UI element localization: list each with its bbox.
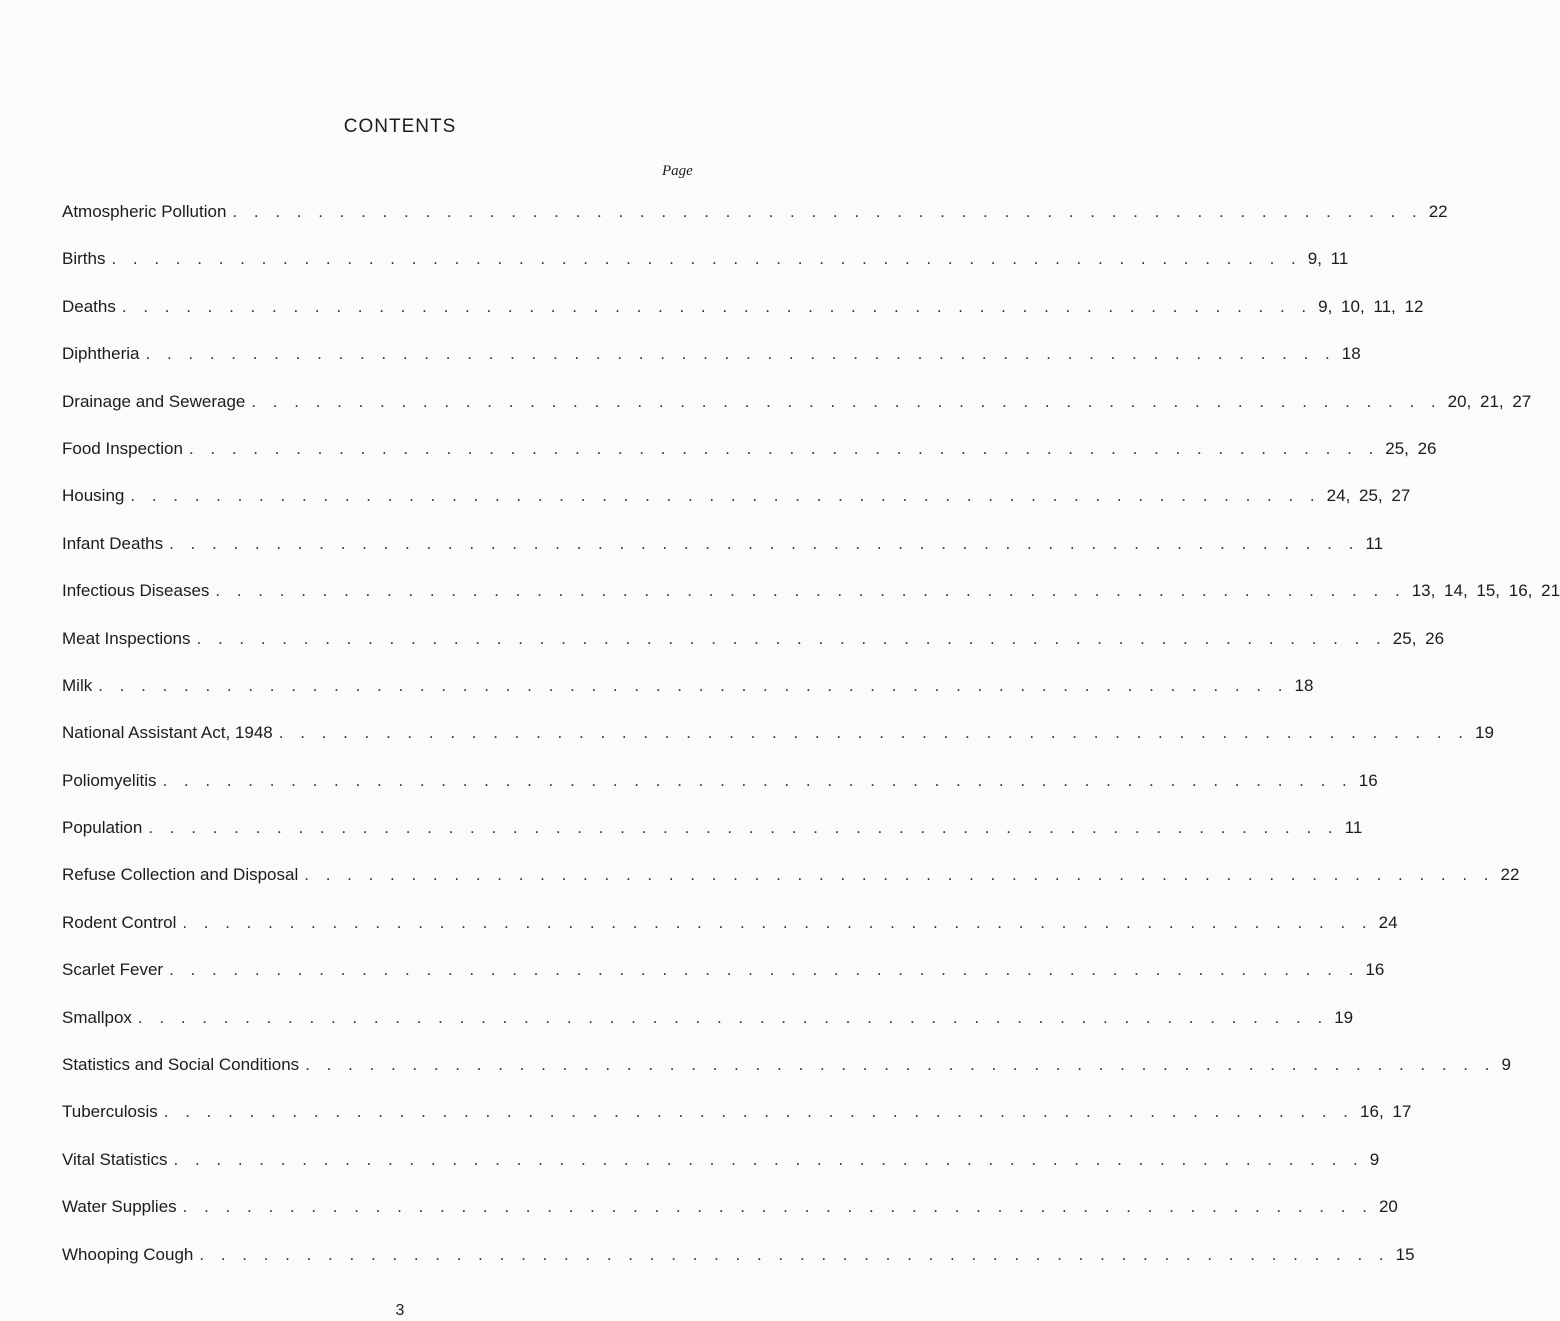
toc-entry bbox=[62, 1053, 1511, 1100]
toc-entry-pages: 11 bbox=[1361, 532, 1383, 556]
toc-entry-pages: 24, 25, 27 bbox=[1323, 484, 1411, 508]
toc-entry-pages: 16 bbox=[1355, 769, 1378, 793]
toc-entry-label: Atmospheric Pollution bbox=[62, 200, 230, 224]
dot-leader: . . . . . . . . . . . . . . . . . . . . . . . . . . . . . . . . . . . . . . . . . . . . . . . . . . . . . . . . bbox=[304, 865, 1495, 885]
toc-entry-pages: 18 bbox=[1338, 342, 1361, 366]
toc-entry-label: Meat Inspections bbox=[62, 627, 195, 651]
toc-entry-pages: 16 bbox=[1361, 958, 1384, 982]
toc-entry-pages: 25, 26 bbox=[1381, 437, 1436, 461]
toc-entry-label: Rodent Control bbox=[62, 911, 180, 935]
toc-entry-label: Diphtheria bbox=[62, 342, 144, 366]
toc-entry bbox=[62, 390, 1532, 437]
toc-entry-label: Population bbox=[62, 816, 146, 840]
toc-entry-pages: 22 bbox=[1497, 863, 1520, 887]
dot-leader: . . . . . . . . . . . . . . . . . . . . . . . . . . . . . . . . . . . . . . . . . . . . . . . . . . . . . . . . bbox=[121, 296, 1313, 316]
toc-entry bbox=[62, 958, 1385, 1005]
dot-leader: . . . . . . . . . . . . . . . . . . . . . . . . . . . . . . . . . . . . . . . . . . . . . . . . . . . . . . . . bbox=[163, 1102, 1355, 1122]
toc-entry-label: National Assistant Act, 1948 bbox=[62, 721, 277, 745]
dot-leader: . . . . . . . . . . . . . . . . . . . . . . . . . . . . . . . . . . . . . . . . . . . . . . . . . . . . . . . . bbox=[173, 1149, 1364, 1169]
dot-leader: . . . . . . . . . . . . . . . . . . . . . . . . . . . . . . . . . . . . . . . . . . . . . . . . . . . . . . . . bbox=[251, 391, 1442, 411]
dot-leader: . . . . . . . . . . . . . . . . . . . . . . . . . . . . . . . . . . . . . . . . . . . . . . . . . . . . . . . . bbox=[162, 770, 1353, 790]
dot-leader: . . . . . . . . . . . . . . . . . . . . . . . . . . . . . . . . . . . . . . . . . . . . . . . . . . . . . . . . bbox=[232, 202, 1423, 221]
toc-entry-pages: 15 bbox=[1392, 1243, 1415, 1267]
toc-entry-label: Drainage and Sewerage bbox=[62, 390, 249, 414]
toc-entry bbox=[62, 674, 1314, 721]
dot-leader: . . . . . . . . . . . . . . . . . . . . . . . . . . . . . . . . . . . . . . . . . . . . . . . . . . . . . . . . bbox=[215, 581, 1406, 601]
toc-entry-label: Vital Statistics bbox=[62, 1148, 172, 1172]
toc-entry bbox=[62, 342, 1361, 389]
toc-entry-label: Poliomyelitis bbox=[62, 769, 160, 793]
toc-entry bbox=[62, 769, 1378, 816]
dot-leader: . . . . . . . . . . . . . . . . . . . . . . . . . . . . . . . . . . . . . . . . . . . . . . . . . . . . . . . . bbox=[137, 1007, 1329, 1027]
toc-entry bbox=[62, 1243, 1415, 1290]
toc-entry-pages: 9 bbox=[1497, 1053, 1510, 1077]
page-column-label: Page bbox=[662, 163, 693, 179]
toc-entry bbox=[62, 911, 1398, 958]
toc-entry bbox=[62, 863, 1520, 910]
toc-entry bbox=[62, 627, 1445, 674]
toc-entry bbox=[62, 200, 1448, 247]
page-title: CONTENTS bbox=[343, 116, 457, 137]
toc-entry-pages: 22 bbox=[1425, 200, 1448, 224]
dot-leader: . . . . . . . . . . . . . . . . . . . . . . . . . . . . . . . . . . . . . . . . . . . . . . . . . . . . . . . . bbox=[111, 249, 1302, 269]
toc-entry-label: Water Supplies bbox=[62, 1195, 181, 1219]
toc-entry-pages: 11 bbox=[1341, 816, 1363, 840]
toc-entry-label: Scarlet Fever bbox=[62, 958, 167, 982]
toc-entry-label: Smallpox bbox=[62, 1006, 136, 1030]
dot-leader: . . . . . . . . . . . . . . . . . . . . . . . . . . . . . . . . . . . . . . . . . . . . . . . . . . . . . . . . bbox=[145, 344, 1336, 364]
toc-entry bbox=[62, 484, 1411, 531]
toc-entry-pages: 20 bbox=[1375, 1195, 1398, 1219]
toc-entry-label: Infectious Diseases bbox=[62, 579, 213, 603]
toc-entry bbox=[62, 437, 1437, 484]
dot-leader: . . . . . . . . . . . . . . . . . . . . . . . . . . . . . . . . . . . . . . . . . . . . . . . . . . . . . . . . bbox=[199, 1244, 1390, 1264]
dot-leader: . . . . . . . . . . . . . . . . . . . . . . . . . . . . . . . . . . . . . . . . . . . . . . . . . . . . . . . . bbox=[278, 723, 1470, 743]
toc-entry-pages: 16, 17 bbox=[1356, 1100, 1411, 1124]
toc-entry-pages: 19 bbox=[1471, 721, 1494, 745]
dot-leader: . . . . . . . . . . . . . . . . . . . . . . . . . . . . . . . . . . . . . . . . . . . . . . . . . . . . . . . . bbox=[169, 960, 1360, 980]
toc-entry-pages: 13, 14, 15, 16, 21 bbox=[1408, 579, 1560, 603]
toc-entry bbox=[62, 579, 1560, 626]
dot-leader: . . . . . . . . . . . . . . . . . . . . . . . . . . . . . . . . . . . . . . . . . . . . . . . . . . . . . . . . bbox=[148, 818, 1339, 838]
toc-entry-pages: 9 bbox=[1366, 1148, 1379, 1172]
toc-entry-pages: 9, 10, 11, 12 bbox=[1314, 295, 1423, 319]
dot-leader: . . . . . . . . . . . . . . . . . . . . . . . . . . . . . . . . . . . . . . . . . . . . . . . . . . . . . . . . bbox=[196, 628, 1387, 648]
toc-entry bbox=[62, 1195, 1398, 1242]
toc-entry bbox=[62, 1148, 1380, 1195]
toc-entry-label: Infant Deaths bbox=[62, 532, 167, 556]
toc-entry bbox=[62, 532, 1384, 579]
toc-entry-pages: 9, 11 bbox=[1304, 247, 1349, 271]
page-number: 3 bbox=[395, 1302, 405, 1319]
toc-entry-label: Milk bbox=[62, 674, 96, 698]
toc-entry bbox=[62, 247, 1349, 294]
toc-entry-label: Refuse Collection and Disposal bbox=[62, 863, 302, 887]
toc-entry-label: Housing bbox=[62, 484, 128, 508]
dot-leader: . . . . . . . . . . . . . . . . . . . . . . . . . . . . . . . . . . . . . . . . . . . . . . . . . . . . . . . . bbox=[305, 1055, 1496, 1075]
dot-leader: . . . . . . . . . . . . . . . . . . . . . . . . . . . . . . . . . . . . . . . . . . . . . . . . . . . . . . . . bbox=[182, 912, 1373, 932]
dot-leader: . . . . . . . . . . . . . . . . . . . . . . . . . . . . . . . . . . . . . . . . . . . . . . . . . . . . . . . . bbox=[188, 438, 1380, 458]
dot-leader: . . . . . . . . . . . . . . . . . . . . . . . . . . . . . . . . . . . . . . . . . . . . . . . . . . . . . . . . bbox=[182, 1197, 1373, 1217]
toc-entry bbox=[62, 295, 1424, 342]
toc-entry-pages: 18 bbox=[1291, 674, 1314, 698]
toc-entry-pages: 20, 21, 27 bbox=[1444, 390, 1532, 414]
toc-entry-label: Tuberculosis bbox=[62, 1100, 162, 1124]
toc-entry-label: Food Inspection bbox=[62, 437, 187, 461]
toc-entry-label: Whooping Cough bbox=[62, 1243, 197, 1267]
toc-entry-pages: 19 bbox=[1330, 1006, 1353, 1030]
toc-entry bbox=[62, 1006, 1354, 1053]
dot-leader: . . . . . . . . . . . . . . . . . . . . . . . . . . . . . . . . . . . . . . . . . . . . . . . . . . . . . . . . bbox=[98, 675, 1289, 695]
toc-entry-pages: 24 bbox=[1375, 911, 1398, 935]
toc-entry-label: Deaths bbox=[62, 295, 120, 319]
toc-entry-pages: 25, 26 bbox=[1389, 627, 1444, 651]
toc-entry bbox=[62, 721, 1494, 768]
dot-leader: . . . . . . . . . . . . . . . . . . . . . . . . . . . . . . . . . . . . . . . . . . . . . . . . . . . . . . . . bbox=[169, 533, 1360, 553]
toc-entry bbox=[62, 816, 1363, 863]
toc-entry-label: Births bbox=[62, 247, 109, 271]
toc-entry bbox=[62, 1100, 1412, 1147]
toc-entry-label: Statistics and Social Conditions bbox=[62, 1053, 303, 1077]
contents-list bbox=[62, 200, 1560, 1290]
dot-leader: . . . . . . . . . . . . . . . . . . . . . . . . . . . . . . . . . . . . . . . . . . . . . . . . . . . . . . . . bbox=[130, 486, 1321, 506]
